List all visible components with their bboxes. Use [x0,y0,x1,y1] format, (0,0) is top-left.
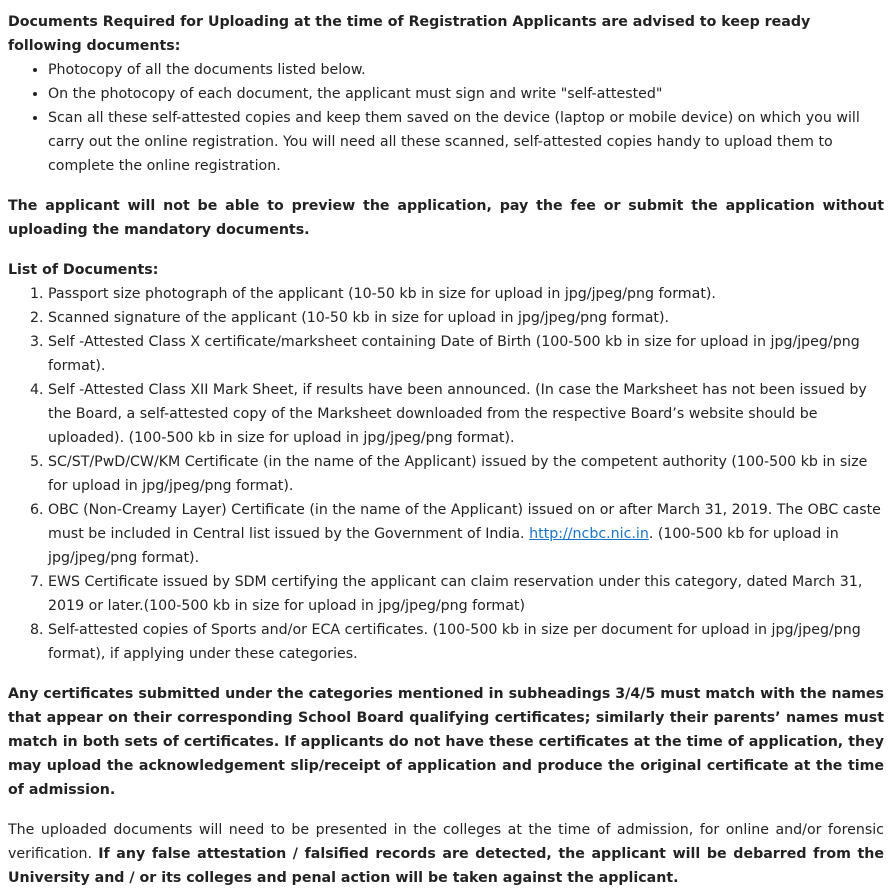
verification-note [8,818,884,890]
requirement-item: • Photocopy of all the documents listed below. [48,58,884,82]
ncbc-link[interactable]: http://ncbc.nic.in [529,526,649,542]
document-item: 2. Scanned signature of the applicant (10-50 kb in size for upload in jpg/jpeg/png format). [48,306,884,330]
document-item: 7. EWS Certificate issued by SDM certifying the applicant can claim reservation under this category, dated March 31, 2019 or later.(100-500 kb in size for upload in jpg/jpeg/png format) [48,570,884,618]
mandatory-warning: The applicant will not be able to preview the application, pay the fee or submit the application without uploading the mandatory documents. [8,198,884,238]
document-item: 4. Self -Attested Class XII Mark Sheet, if results have been announced. (In case the Marksheet has not been issued by the Board, a self-attested copy of the Marksheet downloaded from the respective Board’s website should be uploaded). (100-500 kb in size for upload in jpg/jpeg/png format). [48,378,884,450]
certificate-name-note: Any certificates submitted under the categories mentioned in subheadings 3/4/5 must match with the names that appear on their corresponding School Board qualifying certificates; similarly their parents’ names must match in both sets of certificates. If applicants do not have these certificates at the time of application, they may upload the acknowledgement slip/receipt of application and produce the original certificate at the time of admission. [8,686,884,798]
obc-text-after: . (100-500 kb for upload in jpg/jpeg/png format). [48,526,839,566]
document-item: 1. Passport size photograph of the applicant (10-50 kb in size for upload in jpg/jpeg/png format). [48,282,884,306]
documents-list-title: List of Documents: [8,262,159,278]
document-item [48,498,884,570]
penalty-warning: If any false attestation / falsified records are detected, the applicant will be debarred from the University and / or its colleges and penal action will be taken against the applicant. [8,846,885,886]
obc-text-before: OBC (Non-Creamy Layer) Certificate (in the name of the Applicant) issued on or after March 31, 2019. The OBC caste must be included in Central list issued by the Government of India. [48,502,881,542]
document-page [0,10,893,890]
requirement-item: • Scan all these self-attested copies and keep them saved on the device (laptop or mobile device) on which you will carry out the online registration. You will need all these scanned, self-attested copies handy to upload them to complete the online registration. [48,106,884,178]
requirements-list [8,58,884,178]
page-heading: Documents Required for Uploading at the time of Registration Applicants are advised to keep ready following documents: [8,14,811,54]
verification-text: The uploaded documents will need to be presented in the colleges at the time of admission, for online and/or forensic verification. [8,822,884,862]
document-item: 5. SC/ST/PwD/CW/KM Certificate (in the name of the Applicant) issued by the competent authority (100-500 kb in size for upload in jpg/jpeg/png format). [48,450,884,498]
document-item: 8. Self-attested copies of Sports and/or ECA certificates. (100-500 kb in size per document for upload in jpg/jpeg/png format), if applying under these categories. [48,618,884,666]
document-item: 3. Self -Attested Class X certificate/marksheet containing Date of Birth (100-500 kb in size for upload in jpg/jpeg/png format). [48,330,884,378]
documents-list [8,282,884,666]
requirement-item: • On the photocopy of each document, the applicant must sign and write "self-attested" [48,82,884,106]
